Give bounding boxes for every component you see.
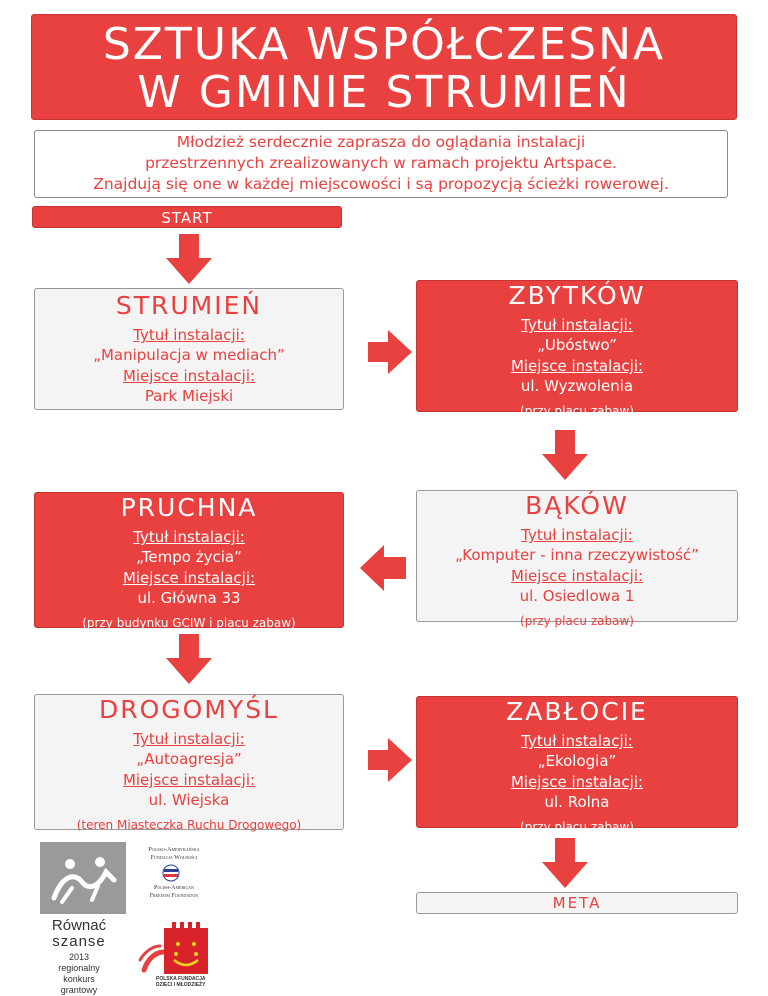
arrow-left-icon [360, 545, 406, 591]
intro-line-3: Znajdują się one w każdej miejscowości i są propozycją ścieżki rowerowej. [93, 175, 669, 193]
pfdim-line-2: DZIECI I MŁODZIEŻY [156, 982, 206, 988]
intro-line-2: przestrzennych zrealizowanych w ramach projektu Artspace. [145, 154, 617, 172]
pafw-line-2: Fundacja Wolności [150, 855, 198, 861]
installation-title: „Manipulacja w mediach” [93, 346, 285, 364]
pfdim-line-1: POLSKA FUNDACJA [156, 976, 206, 982]
installation-place: ul. Wiejska [148, 791, 230, 809]
finish-bar: META [416, 892, 738, 914]
title-label: Tytuł instalacji: [133, 528, 245, 546]
arrow-right-icon [368, 738, 412, 782]
title-label: Tytuł instalacji: [521, 316, 633, 334]
flag-emblem-icon [160, 864, 182, 882]
town-name: PRUCHNA [120, 493, 258, 522]
place-label: Miejsce instalacji: [510, 357, 644, 375]
rs-year: 2013 [68, 952, 90, 962]
stop-card-zbytkow [416, 280, 738, 418]
paff-logo-text [132, 884, 216, 900]
rs-line-1: Równać [51, 917, 107, 934]
pafw-line-1: Polsko-Amerykańska [148, 847, 200, 853]
paff-line-1: Polish-American [154, 885, 194, 891]
stop-card-bakow [416, 490, 738, 628]
rownac-szanse-text [34, 918, 124, 996]
intro-line-1: Młodzież serdecznie zaprasza do oglądania instalacji [176, 133, 586, 151]
place-label: Miejsce instalacji: [122, 569, 256, 587]
installation-title: „Komputer - inna rzeczywistość” [455, 546, 699, 564]
title-label: Tytuł instalacji: [133, 730, 245, 748]
stop-card-zablocie [416, 696, 738, 834]
installation-note: (przy placu zabaw) [520, 404, 634, 418]
arrow-right-icon [368, 330, 412, 374]
arrow-down-icon [542, 838, 588, 888]
title-line-2: W GMINIE STRUMIEŃ [137, 67, 631, 118]
place-label: Miejsce instalacji: [510, 567, 644, 585]
installation-place: ul. Rolna [544, 793, 610, 811]
place-label: Miejsce instalacji: [122, 367, 256, 385]
installation-note: (przy placu zabaw) [520, 820, 634, 834]
title-label: Tytuł instalacji: [133, 326, 245, 344]
start-bar: START [32, 206, 342, 228]
paff-line-2: Freedom Foundation [149, 893, 199, 899]
pfdim-logo-icon [138, 920, 220, 976]
installation-title: „Ekologia” [537, 752, 617, 770]
installation-place: ul. Osiedlowa 1 [519, 587, 635, 605]
installation-title: „Tempo życia” [136, 548, 242, 566]
pfdim-logo-text [156, 976, 230, 988]
title-line-1: SZTUKA WSPÓŁCZESNA [102, 19, 666, 70]
rs-desc-1: regionalny [58, 963, 100, 973]
installation-note: (teren Miasteczka Ruchu Drogowego) [76, 818, 302, 832]
rs-desc-3: grantowy [60, 985, 98, 995]
installation-place: ul. Główna 33 [137, 589, 241, 607]
rownac-szanse-logo-icon [40, 842, 126, 914]
arrow-down-icon [166, 634, 212, 684]
installation-place: Park Miejski [144, 387, 234, 405]
installation-note: (przy placu zabaw) [520, 614, 634, 628]
town-name: STRUMIEŃ [115, 291, 263, 320]
installation-place: ul. Wyzwolenia [520, 377, 634, 395]
title-label: Tytuł instalacji: [521, 732, 633, 750]
rs-line-2: szanse [52, 933, 106, 950]
stop-card-pruchna [34, 492, 344, 628]
poster-title [31, 14, 737, 120]
installation-note: (przy budynku GCIW i placu zabaw) [82, 616, 296, 630]
town-name: ZBYTKÓW [508, 281, 646, 310]
intro-text [34, 130, 728, 198]
installation-title: „Ubóstwo” [537, 336, 617, 354]
town-name: BĄKÓW [525, 491, 629, 520]
town-name: ZABŁOCIE [506, 697, 648, 726]
arrow-down-icon [166, 234, 212, 284]
installation-title: „Autoagresja” [136, 750, 242, 768]
title-label: Tytuł instalacji: [521, 526, 633, 544]
arrow-down-icon [542, 430, 588, 480]
pafw-logo-text [132, 846, 216, 862]
stop-card-drogomysl [34, 694, 344, 830]
place-label: Miejsce instalacji: [510, 773, 644, 791]
town-name: DROGOMYŚL [99, 695, 279, 724]
place-label: Miejsce instalacji: [122, 771, 256, 789]
rs-desc-2: konkurs [63, 974, 95, 984]
stop-card-strumien [34, 288, 344, 410]
